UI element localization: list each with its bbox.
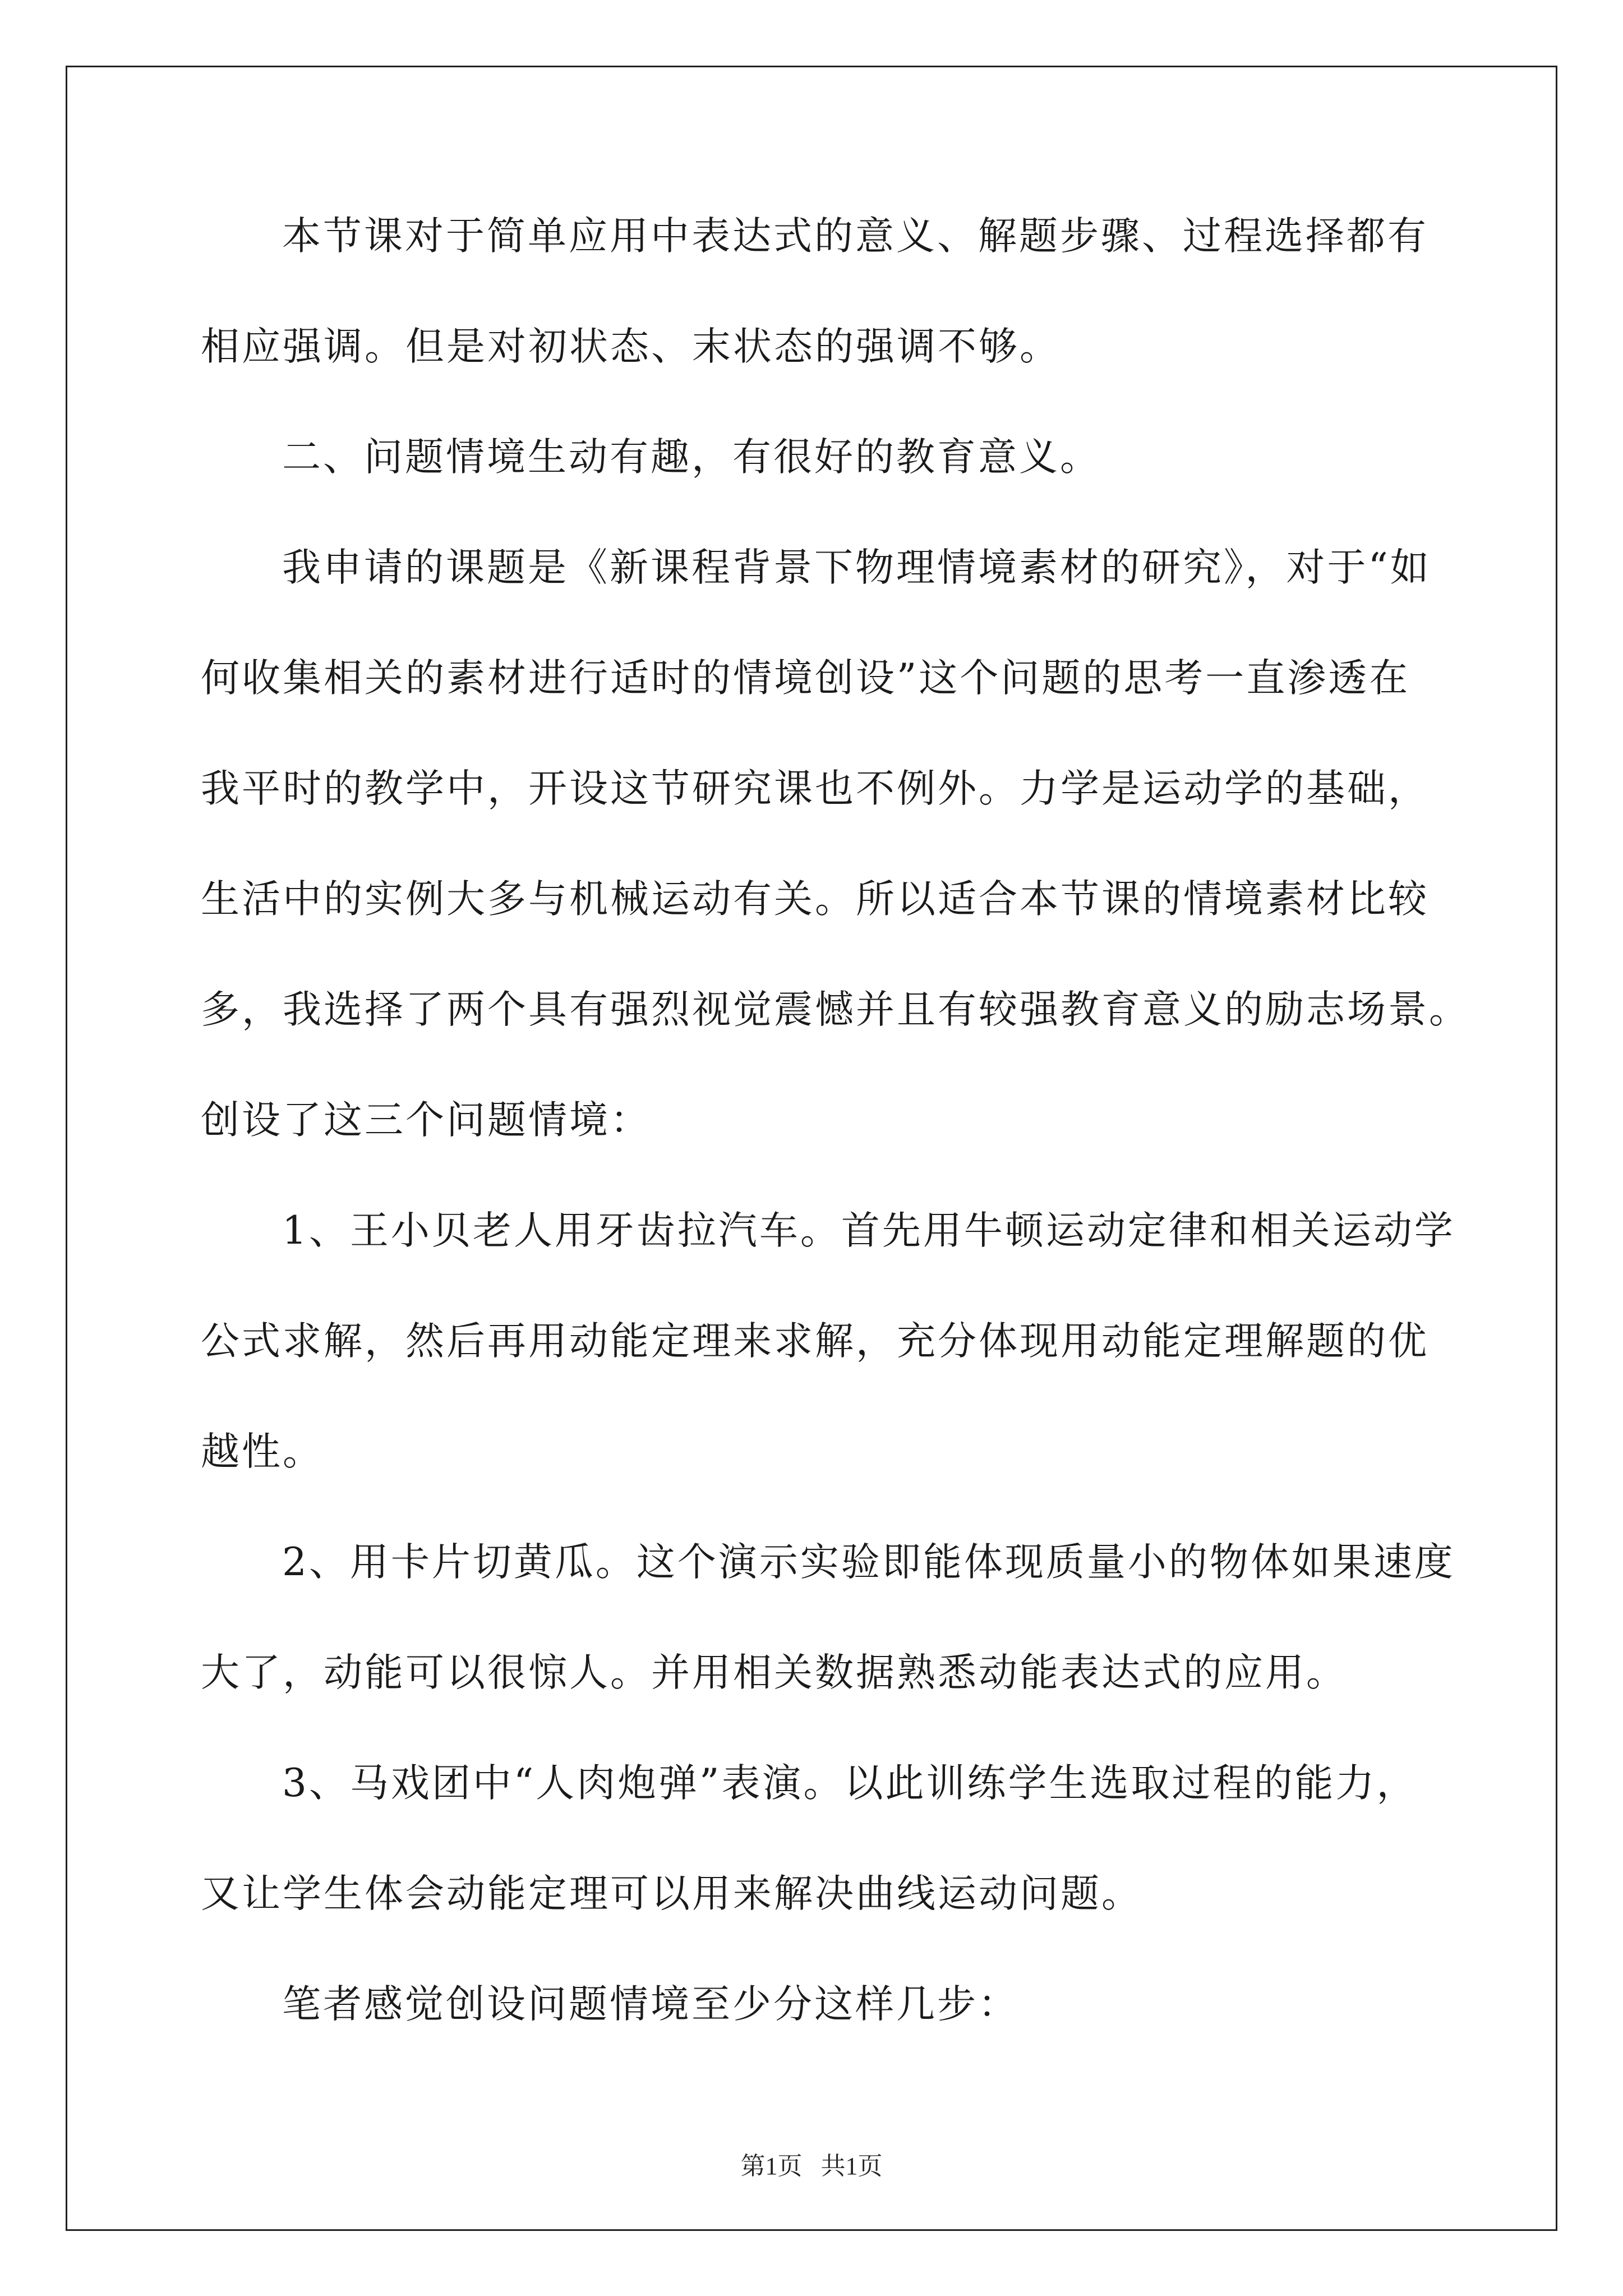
paragraph-line: 多，我选择了两个具有强烈视觉震憾并且有较强教育意义的励志场景。 [201,987,1470,1032]
paragraph-line: 又让学生体会动能定理可以用来解决曲线运动问题。 [201,1871,1142,1916]
paragraph-line: 相应强调。但是对初状态、末状态的强调不够。 [201,324,1061,369]
paragraph-line: 何收集相关的素材进行适时的情境创设”这个问题的思考一直渗透在 [201,656,1410,701]
paragraph-line: 1、王小贝老人用牙齿拉汽车。首先用牛顿运动定律和相关运动学 [282,1208,1455,1253]
paragraph-line: 公式求解，然后再用动能定理来求解，充分体现用动能定理解题的优 [201,1319,1429,1364]
paragraph-line: 2、用卡片切黄瓜。这个演示实验即能体现质量小的物体如果速度 [282,1540,1455,1585]
paragraph-line: 越性。 [201,1429,324,1474]
paragraph-line: 大了，动能可以很惊人。并用相关数据熟悉动能表达式的应用。 [201,1650,1347,1695]
paragraph-line: 我申请的课题是《新课程背景下物理情境素材的研究》，对于“如 [282,545,1431,590]
paragraph-line: 笔者感觉创设问题情境至少分这样几步： [282,1982,1019,2027]
paragraph-line: 二、问题情境生动有趣，有很好的教育意义。 [282,435,1101,480]
paragraph-line: 本节课对于简单应用中表达式的意义、解题步骤、过程选择都有 [282,214,1428,259]
page-footer: 第1页 共1页 [740,2152,883,2180]
paragraph-line: 生活中的实例大多与机械运动有关。所以适合本节课的情境素材比较 [201,877,1429,922]
paragraph-line: 创设了这三个问题情境： [201,1098,651,1143]
paragraph-line: 我平时的教学中，开设这节研究课也不例外。力学是运动学的基础， [201,766,1429,811]
paragraph-line: 3、马戏团中“人肉炮弹”表演。以此训练学生选取过程的能力， [282,1761,1418,1806]
